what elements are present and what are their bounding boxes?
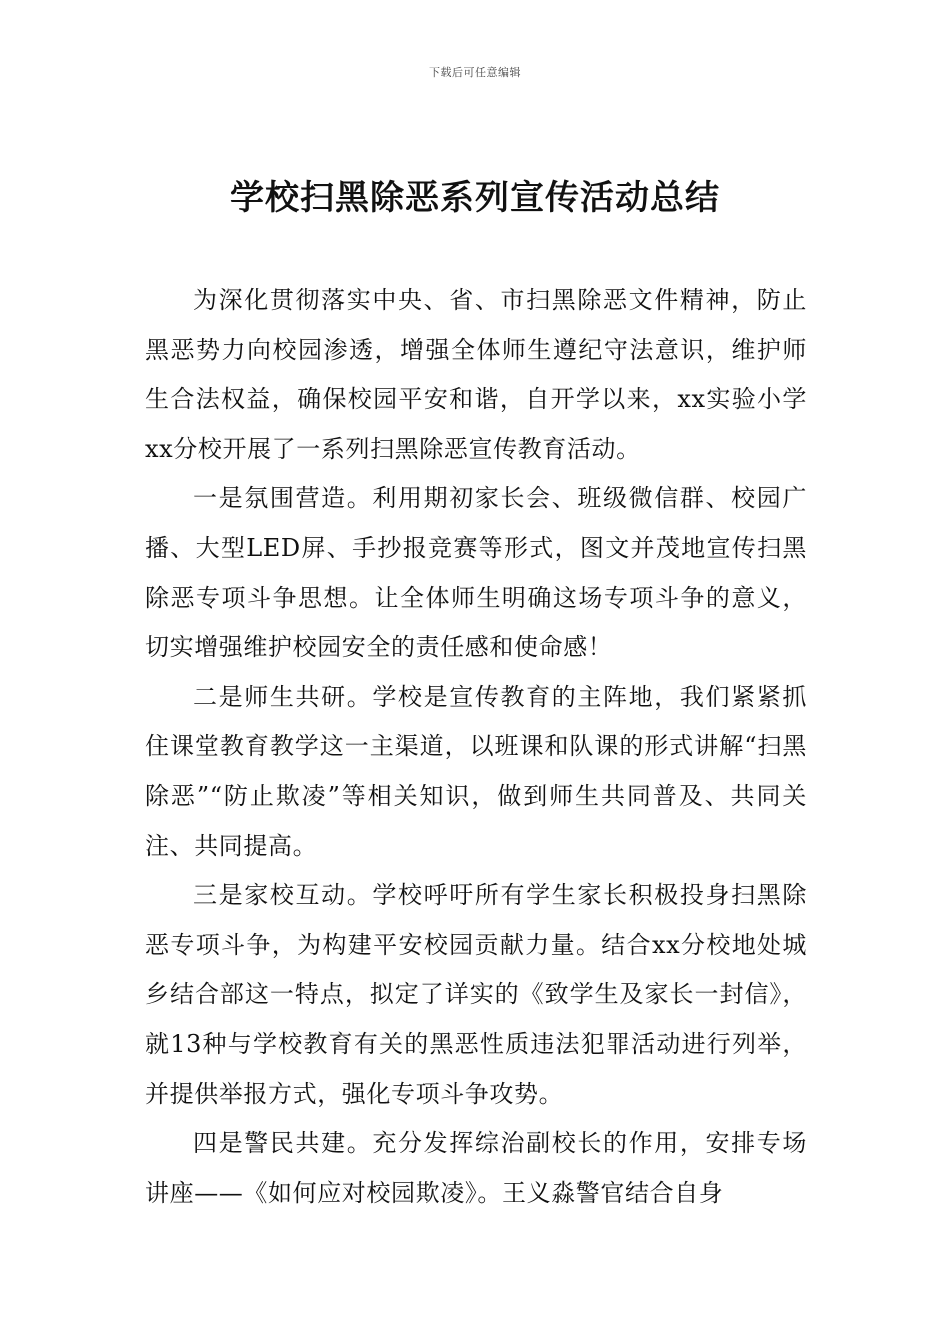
paragraph-home-school: 三是家校互动。学校呼吁所有学生家长积极投身扫黑除恶专项斗争，为构建平安校园贡献力量。结合xx分校地处城乡结合部这一特点，拟定了详实的《致学生及家长一封信》，就13种与学校教育有关的黑恶性质违法犯罪活动进行列举，并提供举报方式，强化专项斗争攻势。 (145, 881, 807, 1108)
header-note: 下载后可任意编辑 (429, 66, 521, 79)
document-title: 学校扫黑除恶系列宣传活动总结 (230, 178, 720, 218)
document-body (145, 276, 807, 1218)
paragraph-police-community: 四是警民共建。充分发挥综治副校长的作用，安排专场讲座——《如何应对校园欺凌》。王义淼警官结合自身 (145, 1129, 807, 1207)
paragraph-intro: 为深化贯彻落实中央、省、市扫黑除恶文件精神，防止黑恶势力向校园渗透，增强全体师生遵纪守法意识，维护师生合法权益，确保校园平安和谐，自开学以来，xx实验小学xx分校开展了一系列扫黑除恶宣传教育活动。 (145, 286, 807, 463)
paragraph-atmosphere: 一是氛围营造。利用期初家长会、班级微信群、校园广播、大型LED屏、手抄报竞赛等形式，图文并茂地宣传扫黑除恶专项斗争思想。让全体师生明确这场专项斗争的意义，切实增强维护校园安全的责任感和使命感！ (145, 484, 807, 662)
paragraph-teacher-student: 二是师生共研。学校是宣传教育的主阵地，我们紧紧抓住课堂教育教学这一主渠道，以班课和队课的形式讲解“扫黑除恶”“防止欺凌”等相关知识，做到师生共同普及、共同关注、共同提高。 (145, 682, 807, 860)
